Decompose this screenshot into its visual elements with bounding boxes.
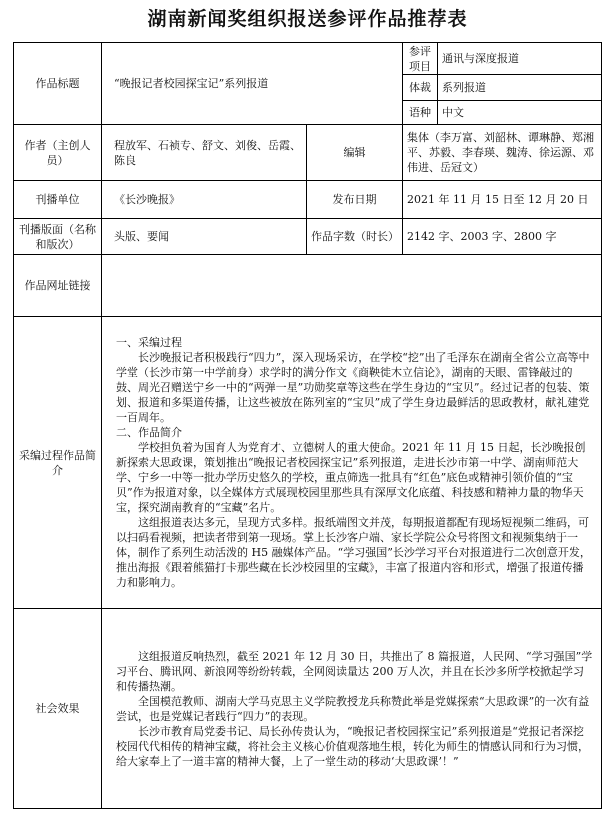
process-paragraph-1: 长沙晚报记者积极践行“四力”，深入现场采访，在学校“挖”出了毛泽东在湖南全省公立高等中学堂（长沙市第一中学前身）求学时的满分作文《商鞅徙木立信论》，湖南的天眼、雷锋敲过的鼓、周光召赠送宁乡一中的“两弹一星”功勋奖章等这些在学生身边的“宝贝”。经过记者的包装、策划、报道和多渠道传播，让这些被放在陈列室的“宝贝”成了学生身边最鲜活的思政教材，献礼建党一百周年。 bbox=[116, 351, 590, 424]
page-section-value: 头版、要闻 bbox=[102, 219, 307, 255]
genre-label: 体裁 bbox=[403, 75, 438, 101]
web-link-value bbox=[102, 255, 602, 317]
language-value: 中文 bbox=[438, 101, 602, 125]
publisher-value: 《长沙晚报》 bbox=[102, 181, 307, 219]
editor-label: 编辑 bbox=[307, 125, 403, 181]
process-heading-2: 二、作品简介 bbox=[116, 426, 182, 439]
release-date-label: 发布日期 bbox=[307, 181, 403, 219]
recommendation-form bbox=[13, 42, 602, 809]
web-link-label: 作品网址链接 bbox=[14, 255, 102, 317]
author-label: 作者（主创人员） bbox=[14, 125, 102, 181]
effect-paragraph-2: 全国模范教师、湖南大学马克思主义学院教授龙兵称赞此举是党媒探索“大思政课”的一次有益尝试，也是党媒记者践行“四力”的表现。 bbox=[116, 694, 590, 723]
process-content bbox=[102, 317, 602, 609]
page-title: 湖南新闻奖组织报送参评作品推荐表 bbox=[147, 8, 468, 30]
work-title-label: 作品标题 bbox=[14, 43, 102, 125]
effect-paragraph-1: 这组报道反响热烈，截至 2021 年 12 月 30 日，共推出了 8 篇报道，人民网、“学习强国”学习平台、腾讯网、新浪网等纷纷转载，全网阅读量达 200 万人次，并且在长沙多所学校掀起学习和传播热潮。 bbox=[116, 649, 593, 693]
process-paragraph-2: 学校担负着为国育人为党育才、立德树人的重大使命。2021 年 11 月 15 日起，长沙晚报创新探索大思政课，策划推出“晚报记者校园探宝记”系列报道，走进长沙市第一中学、湖南师范大学、宁乡一中等一批办学历史悠久的学校，重点筛选一批具有“红色”底色或精神引领价值的“宝贝”作为报道对象，以全媒体方式展现校园里那些具有深厚文化底蕴、科技感和精神力量的物华天宝，探究湖南教育的“宝藏”名片。 bbox=[116, 441, 586, 514]
entry-item-value: 通讯与深度报道 bbox=[438, 43, 602, 75]
release-date-value: 2021 年 11 月 15 日至 12 月 20 日 bbox=[403, 181, 602, 219]
effect-paragraph-3: 长沙市教育局党委书记、局长孙传贵认为，“晚报记者校园探宝记”系列报道是“党报记者深挖校园代代相传的精神宝藏，将社会主义核心价值观落地生根，转化为师生的情感认同和行为习惯，给大家奉上了一道丰富的精神大餐，上了一堂生动的移动‘大思政课’！” bbox=[116, 724, 589, 768]
page-section-label: 刊播版面（名称和版次） bbox=[14, 219, 102, 255]
process-paragraph-3: 这组报道表达多元，呈现方式多样。报纸端图文并茂，每期报道都配有现场短视频二维码，可以扫码看视频，把读者带到第一现场。掌上长沙客户端、家长学院公众号将图文和视频集纳于一体，制作了系列生动活泼的 H5 融媒体产品。“学习强国”长沙学习平台对报道进行二次创意开发，推出海报《跟着熊猫打卡那些藏在长沙校园里的宝藏》，丰富了报道内容和形式，增强了报道传播力和影响力。 bbox=[116, 516, 591, 589]
word-count-label: 作品字数（时长） bbox=[307, 219, 403, 255]
effect-content bbox=[102, 609, 602, 809]
publisher-label: 刊播单位 bbox=[14, 181, 102, 219]
genre-value: 系列报道 bbox=[438, 75, 602, 101]
work-title-value: “晚报记者校园探宝记”系列报道 bbox=[102, 43, 403, 125]
author-value: 程放军、石祯专、舒文、刘俊、岳霞、陈良 bbox=[102, 125, 307, 181]
effect-label: 社会效果 bbox=[14, 609, 102, 809]
word-count-value: 2142 字、2003 字、2800 字 bbox=[403, 219, 602, 255]
process-label: 采编过程作品简介 bbox=[14, 317, 102, 609]
language-label: 语种 bbox=[403, 101, 438, 125]
process-heading-1: 一、采编过程 bbox=[116, 336, 182, 349]
editor-value: 集体（李万富、刘韶林、谭琳静、郑湘平、苏毅、李春瑛、魏涛、徐运源、邓伟进、岳冠文） bbox=[403, 125, 602, 181]
entry-item-label: 参评项目 bbox=[403, 43, 438, 75]
